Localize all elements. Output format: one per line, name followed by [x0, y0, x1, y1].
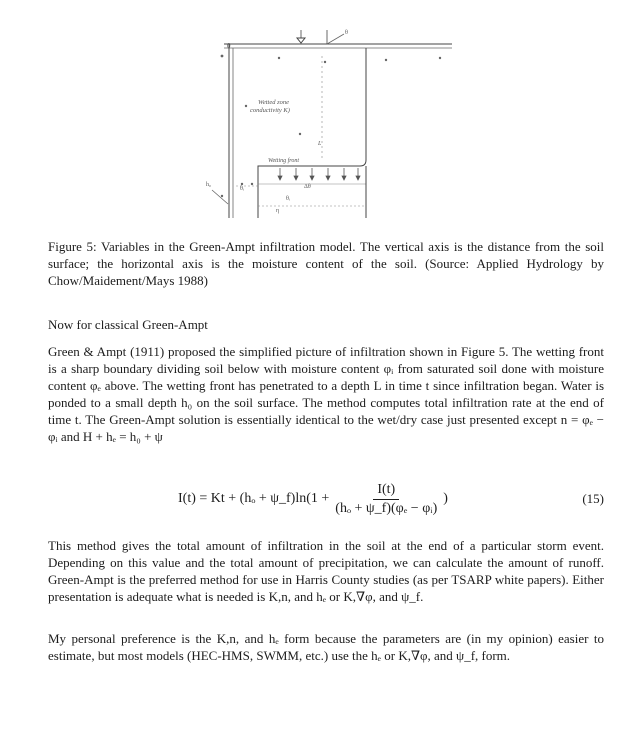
- paragraph-method-summary: This method gives the total amount of infiltration in the soil at the end of a particular storm event. Depending on this value and the total amount of precipitation, we can calculate the amount of runoff. Green-Ampt is the preferred method for use in Harris County studies (as per TSARP white papers). Either presentation is adequate what is needed is K,n, and hₑ or K,∇φ, and ψ_f.: [48, 538, 604, 604]
- figure-label-delta-theta: Δθ: [304, 184, 311, 190]
- figure-label-wetted-zone: Wetted zone: [258, 99, 289, 106]
- green-ampt-figure: [0, 0, 628, 230]
- figure-label-eta: η: [276, 208, 280, 214]
- green-ampt-diagram: [0, 0, 628, 230]
- equation-lhs: I(t) = Kt + (hₒ + ψ_f)ln(1 +: [178, 491, 330, 506]
- figure-label-depth: L: [318, 141, 322, 147]
- figure-label-h0: h₀: [206, 182, 212, 188]
- equation-number: (15): [582, 491, 604, 506]
- water-level-marker: [297, 38, 305, 43]
- equation-tail: ): [443, 491, 448, 506]
- equation-numerator: I(t): [373, 482, 399, 500]
- equation-15: [178, 482, 448, 516]
- equation-fraction: [331, 482, 441, 517]
- figure-label-zero: 0: [227, 42, 231, 50]
- section-heading: Now for classical Green-Ampt: [48, 317, 208, 332]
- paragraph-personal-preference: My personal preference is the K,n, and hₑ form because the parameters are (in my opinion) easier to estimate, but most models (HEC-HMS, SWMM, etc.) use the hₑ or K,∇φ, and ψ_f, form.: [48, 631, 604, 663]
- figure-label-wetting-front: Wetting front: [268, 158, 300, 164]
- figure-label-theta-i-lower: θᵢ: [286, 196, 290, 202]
- left-pointer-line: [212, 190, 228, 204]
- equation-block: [0, 478, 628, 524]
- pointer-line: [327, 34, 344, 44]
- figure-label-theta-i: θᵢ: [240, 186, 244, 192]
- figure-label-conductivity: conductivity K): [250, 107, 290, 114]
- wetting-front-arrows: [278, 168, 360, 180]
- soil-dots: [221, 55, 442, 198]
- equation-denominator: (hₒ + ψ_f)(φₑ − φᵢ): [335, 500, 438, 516]
- paragraph-green-ampt-description: Green & Ampt (1911) proposed the simplified picture of infiltration shown in Figure 5. The wetting front is a sharp boundary dividing soil below with moisture content φᵢ from saturated soil done with moisture content φₑ above. The wetting front has penetrated to a depth L in time t since infiltration began. Water is ponded to a small depth h₀ on the soil surface. The method computes total infiltration rate at the end of time t. The Green-Ampt solution is essentially identical to the wet/dry case just presented except n = φₑ − φᵢ and H + hₑ = h₀ + ψ: [48, 344, 604, 444]
- figure-caption: Figure 5: Variables in the Green-Ampt infiltration model. The vertical axis is the distance from the soil surface; the horizontal axis is the moisture content of the soil. (Source: Applied Hydrology by Chow/Maidement/Mays 1988): [48, 239, 604, 288]
- figure-label-theta: θ: [345, 30, 348, 36]
